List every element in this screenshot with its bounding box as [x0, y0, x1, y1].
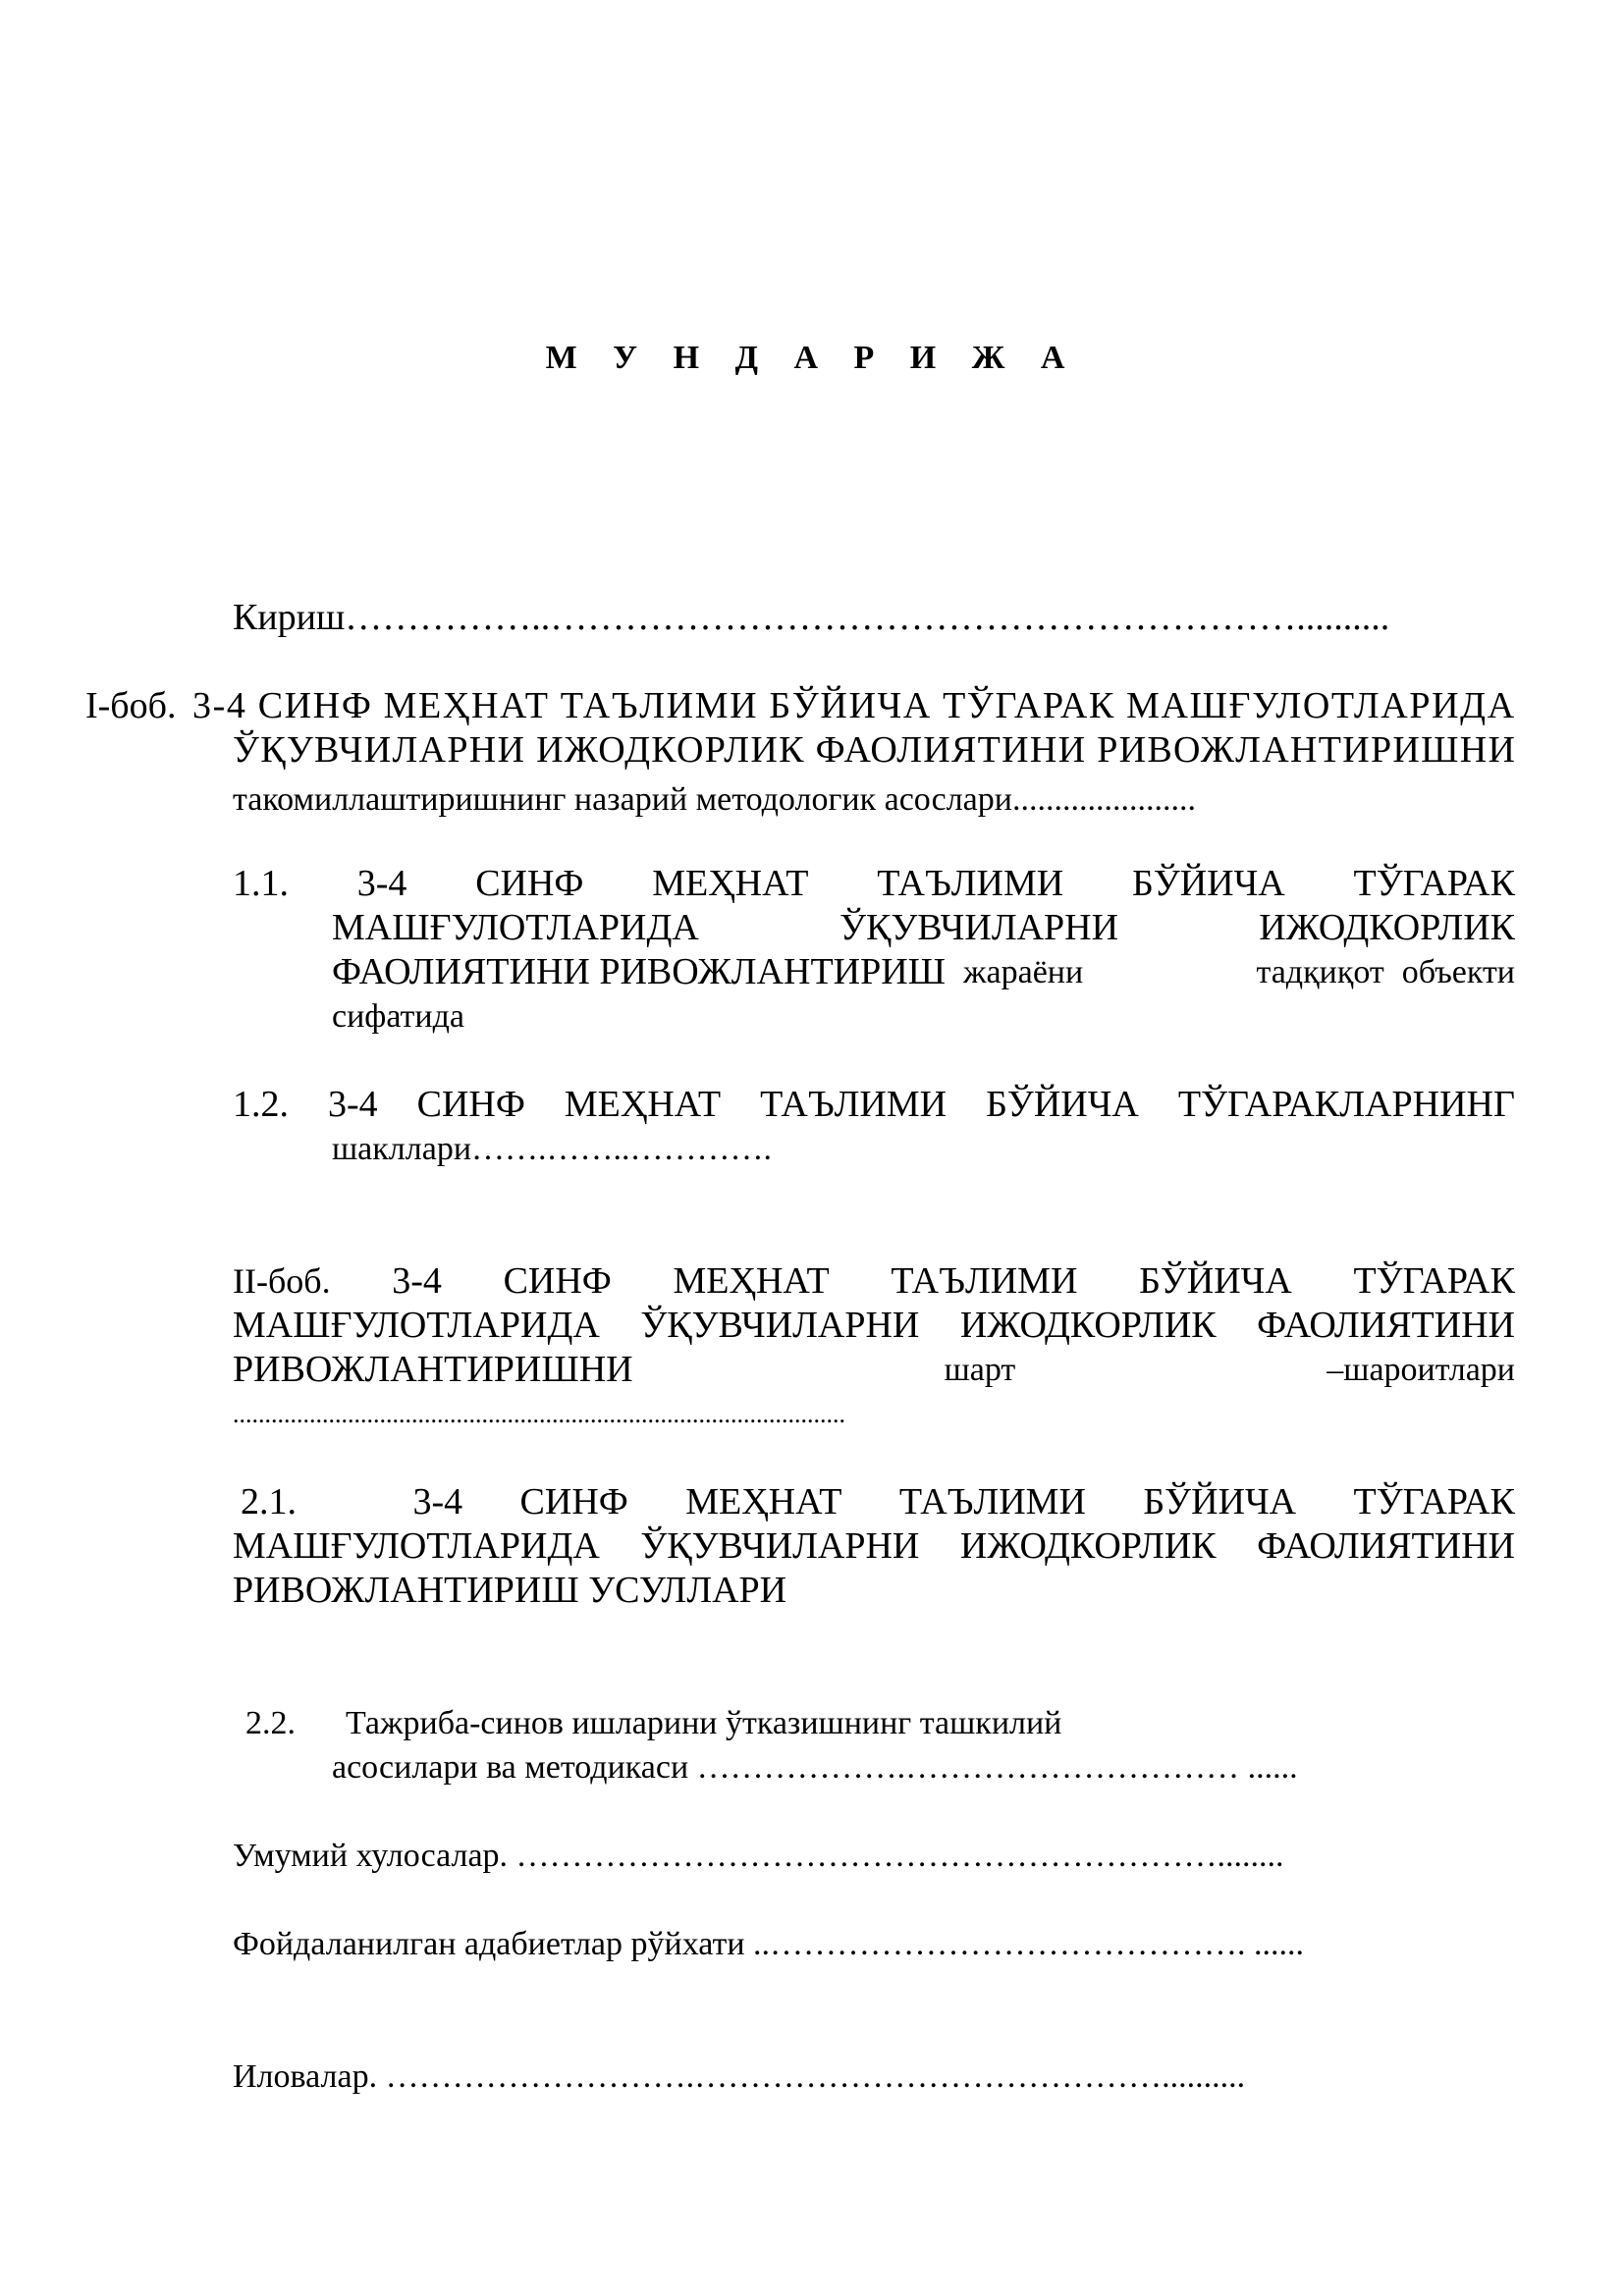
section-1-1-word: жараёни — [963, 954, 1084, 990]
chapter-2-word: ФАОЛИЯТИНИ — [1257, 1305, 1515, 1346]
chapter-2-word: БЎЙИЧА — [1139, 1260, 1292, 1302]
section-1-2-number: 1.2. — [233, 1084, 289, 1125]
section-1-2-word: ТАЪЛИМИ — [760, 1084, 947, 1125]
section-2-1-line-3: РИВОЖЛАНТИРИШ УСУЛЛАРИ — [233, 1570, 787, 1611]
section-2-1-word: СИНФ — [519, 1481, 628, 1522]
chapter-2-word: ИЖОДКОРЛИК — [959, 1305, 1217, 1346]
section-1-2-word: 3-4 — [327, 1084, 378, 1125]
section-1-2-word: ТЎГАРАКЛАРНИНГ — [1177, 1084, 1515, 1125]
section-1-1-word: БЎЙИЧА — [1132, 863, 1285, 904]
chapter-2-word: –шароитлари — [1326, 1352, 1515, 1388]
chapter-2-prefix: II-боб. — [233, 1261, 331, 1301]
chapter-1-line-1 — [192, 684, 1515, 728]
chapter-1-line-3: такомиллаштиришнинг назарий методологик асослари...................... — [233, 781, 1196, 818]
section-2-1-word: ЎҚУВЧИЛАРНИ — [640, 1525, 920, 1567]
section-2-2-line-2: асосилари ва методикаси ……………….………………………… ...... — [332, 1749, 1298, 1786]
section-2-1-number: 2.1. — [241, 1481, 297, 1522]
chapter-2-line-3 — [233, 1348, 1515, 1392]
document-title: М У Н Д А Р И Ж А — [545, 340, 1079, 376]
chapter-1-line-2-text: ЎҚУВЧИЛАРНИ ИЖОДКОРЛИК ФАОЛИЯТИНИ РИВОЖЛАНТИРИШНИ — [233, 729, 1517, 771]
section-1-1-word: объекти — [1401, 954, 1515, 990]
section-2-1-word: 3-4 — [412, 1481, 463, 1522]
section-1-1-word: 3-4 — [356, 863, 407, 904]
section-2-1-line-2 — [233, 1524, 1515, 1569]
toc-entry-appendix: Иловалар. ……………………….…………………………………….......... — [233, 2058, 1246, 2095]
toc-entry-intro: Кириш……………..…………………………………………………….......... — [233, 597, 1390, 638]
section-1-1-word: ТАЪЛИМИ — [877, 863, 1064, 904]
section-2-1-word: ИЖОДКОРЛИК — [959, 1525, 1217, 1567]
section-1-1-word: тадқиқот — [1256, 954, 1384, 990]
section-2-1-word: ТАЪЛИМИ — [898, 1481, 1086, 1522]
section-1-1-word: ТЎГАРАК — [1353, 863, 1515, 904]
section-1-2-line-1 — [233, 1083, 1515, 1127]
chapter-2-word: шарт — [944, 1352, 1016, 1388]
chapter-2-word: РИВОЖЛАНТИРИШНИ — [233, 1349, 633, 1390]
chapter-2-line-2 — [233, 1304, 1515, 1348]
section-1-2-line-2: шакллари…….……..…………. — [332, 1131, 773, 1167]
chapter-2-word: МАШҒУЛОТЛАРИДА — [233, 1305, 600, 1346]
section-1-1-word: ИЖОДКОРЛИК — [1259, 907, 1515, 948]
chapter-1-prefix: I-боб. — [85, 685, 177, 726]
section-2-1-word: МЕҲНАТ — [685, 1481, 842, 1522]
chapter-2-word: СИНФ — [503, 1260, 612, 1302]
section-2-1-word: БЎЙИЧА — [1143, 1481, 1297, 1522]
section-1-1-word: МАШҒУЛОТЛАРИДА — [332, 907, 699, 948]
section-1-2-word: СИНФ — [416, 1084, 525, 1125]
section-1-1-line-4: сифатида — [332, 998, 464, 1035]
section-2-2-line-1: Тажриба-синов ишларини ўтказишнинг ташкилий — [346, 1705, 1062, 1741]
section-2-1-word: ФАОЛИЯТИНИ — [1257, 1525, 1515, 1567]
chapter-2-line-1 — [233, 1259, 1515, 1304]
chapter-2-word: ТЎГАРАК — [1353, 1260, 1515, 1302]
section-2-1-line-1 — [241, 1480, 1515, 1524]
section-2-1-word: ТЎГАРАК — [1353, 1481, 1515, 1522]
section-1-2-word: МЕҲНАТ — [564, 1084, 722, 1125]
section-1-2-word: БЎЙИЧА — [986, 1084, 1139, 1125]
section-1-1-line-3 — [332, 950, 1515, 994]
chapter-1-line-1-text: 3-4 СИНФ МЕҲНАТ ТАЪЛИМИ БЎЙИЧА ТЎГАРАК МАШҒУЛОТЛАРИДА — [192, 685, 1516, 726]
section-1-1-number: 1.1. — [233, 863, 289, 904]
chapter-2-word: ТАЪЛИМИ — [891, 1260, 1078, 1302]
section-1-1-word: ЎҚУВЧИЛАРНИ — [839, 907, 1119, 948]
chapter-2-word: 3-4 — [392, 1260, 442, 1302]
section-1-1-line-2 — [332, 906, 1515, 950]
section-1-1-word: МЕҲНАТ — [652, 863, 809, 904]
section-1-1-word: ФАОЛИЯТИНИ РИВОЖЛАНТИРИШ — [332, 951, 947, 992]
toc-entry-references: Фойдаланилган адабиетлар рўйхати ..……………………………………. ...... — [233, 1926, 1305, 1962]
chapter-1-line-2 — [233, 728, 1515, 773]
chapter-2-line-4: ................................................................................................ — [233, 1400, 845, 1428]
section-1-1-word: СИНФ — [475, 863, 584, 904]
section-2-1-word: МАШҒУЛОТЛАРИДА — [233, 1525, 600, 1567]
section-1-1-line-1 — [233, 862, 1515, 906]
section-2-2-number: 2.2. — [245, 1705, 296, 1741]
chapter-2-word: МЕҲНАТ — [673, 1260, 830, 1302]
chapter-2-word: ЎҚУВЧИЛАРНИ — [640, 1305, 920, 1346]
toc-entry-conclusions: Умумий хулосалар. ………………………………………………………........ — [233, 1838, 1284, 1874]
